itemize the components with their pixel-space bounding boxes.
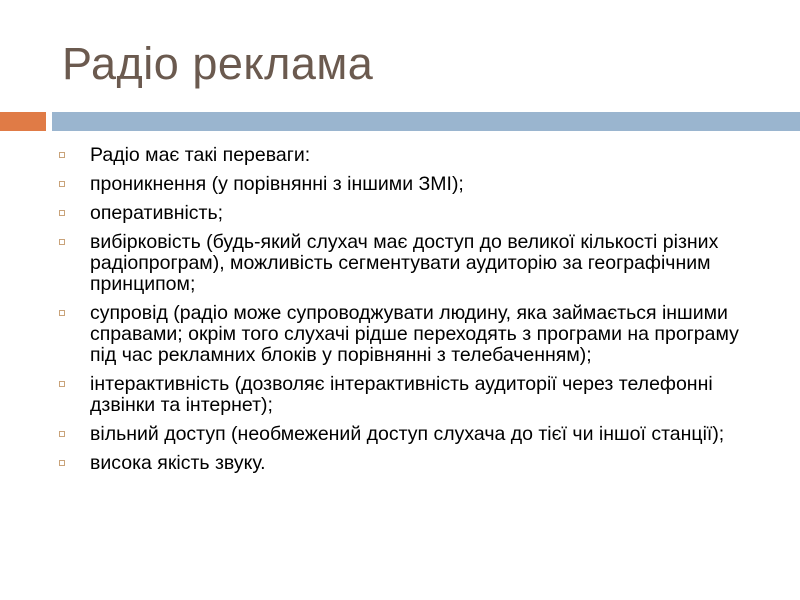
bullet-text: інтерактивність (дозволяє інтерактивність аудиторії через телефонні дзвінки та інтернет);	[90, 373, 713, 416]
square-bullet-icon	[59, 152, 65, 158]
bullet-text: Радіо має такі переваги:	[90, 144, 311, 166]
bullet-text: вільний доступ (необмежений доступ слухача до тієї чи іншої станції);	[90, 423, 725, 445]
bullet-item	[58, 203, 758, 224]
bullet-item	[58, 303, 758, 366]
accent-bar-left	[0, 112, 46, 131]
square-bullet-icon	[59, 239, 65, 245]
bullet-item	[58, 174, 758, 195]
bullet-text: проникнення (у порівнянні з іншими ЗМІ);	[90, 173, 464, 195]
square-bullet-icon	[59, 310, 65, 316]
bullet-item	[58, 232, 758, 295]
square-bullet-icon	[59, 210, 65, 216]
square-bullet-icon	[59, 381, 65, 387]
bullet-text: супровід (радіо може супроводжувати людину, яка займається іншими справами; окрім того слухачі рідше переходять з програми на програму під час рекламних блоків у порівнянні з телебаченням);	[90, 302, 739, 366]
bullet-item	[58, 424, 758, 445]
accent-bar-right	[52, 112, 800, 131]
square-bullet-icon	[59, 431, 65, 437]
square-bullet-icon	[59, 181, 65, 187]
square-bullet-icon	[59, 460, 65, 466]
bullet-text: оперативність;	[90, 202, 224, 224]
bullet-item	[58, 374, 758, 416]
bullet-item	[58, 453, 758, 474]
bullet-item	[58, 145, 758, 166]
bullet-list	[58, 145, 758, 482]
slide-title: Радіо реклама	[62, 38, 374, 89]
bullet-text: вибірковість (будь-який слухач має доступ до великої кількості різних радіопрограм), можливість сегментувати аудиторію за географічним принципом;	[90, 231, 719, 295]
bullet-text: висока якість звуку.	[90, 452, 266, 474]
